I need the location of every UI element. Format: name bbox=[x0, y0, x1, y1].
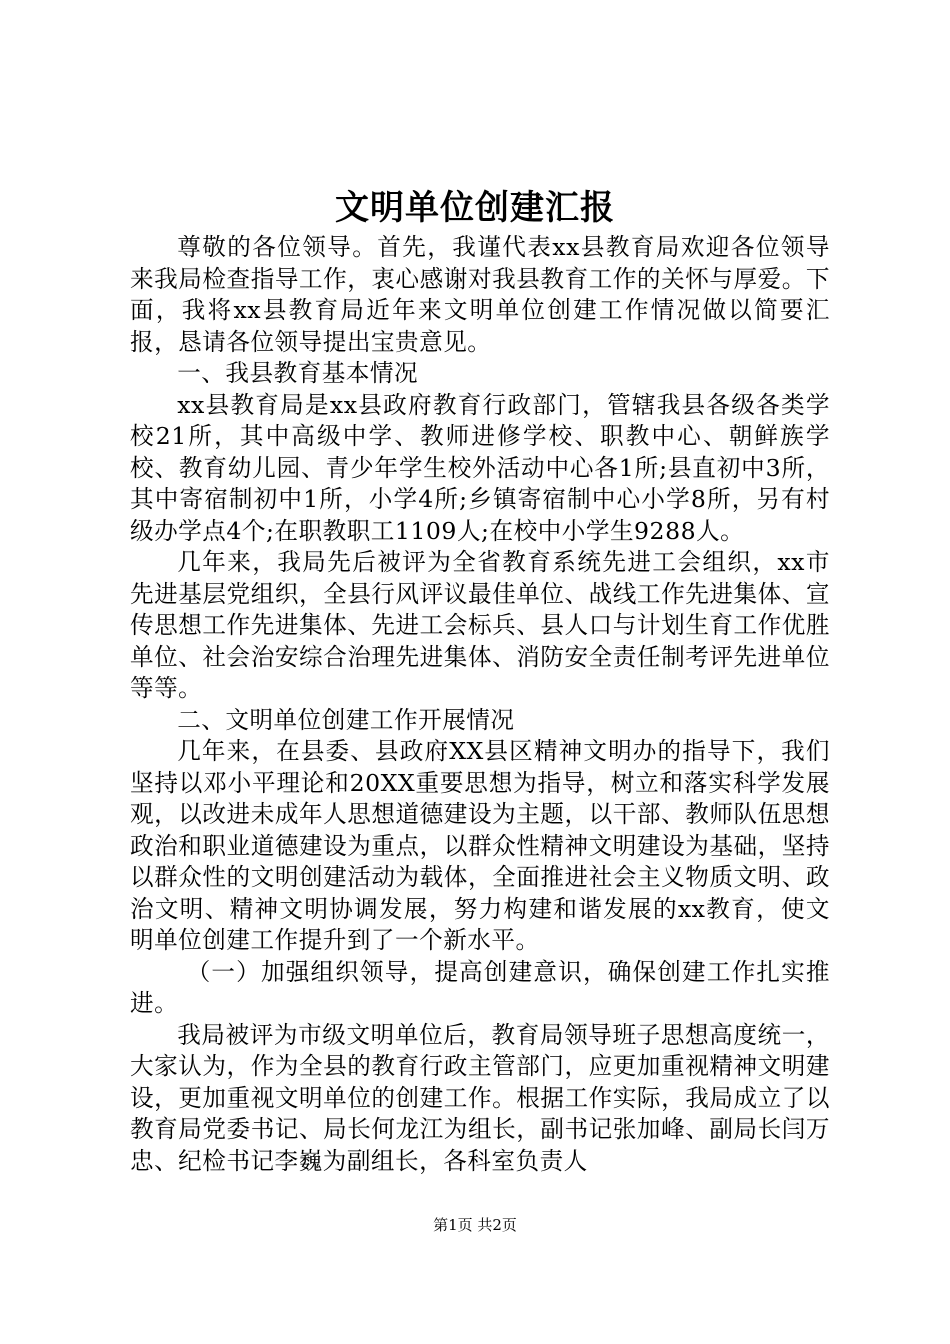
document-body bbox=[130, 232, 830, 1177]
paragraph-overview: 几年来，在县委、县政府XX县区精神文明办的指导下，我们坚持以邓小平理论和20XX重要思想为指导，树立和落实科学发展观，以改进未成年人思想道德建设为主题，以干部、教师队伍思想政治和职业道德建设为重点，以群众性精神文明建设为基础，坚持以群众性的文明创建活动为载体，全面推进社会主义物质文明、政治文明、精神文明协调发展，努力构建和谐发展的xx教育，使文明单位创建工作提升到了一个新水平。 bbox=[130, 737, 830, 954]
page-footer: 第1页 共2页 bbox=[433, 1216, 517, 1234]
heading-section-1: 一、我县教育基本情况 bbox=[177, 359, 419, 387]
paragraph-greeting: 尊敬的各位领导。首先，我谨代表xx县教育局欢迎各位领导来我局检查指导工作，衷心感谢对我县教育工作的关怀与厚爱。下面，我将xx县教育局近年来文明单位创建工作情况做以简要汇报，恳请各位领导提出宝贵意见。 bbox=[130, 233, 830, 356]
paragraph-honors: 几年来，我局先后被评为全省教育系统先进工会组织，xx市先进基层党组织，全县行风评议最佳单位、战线工作先进集体、宣传思想工作先进集体、先进工会标兵、县人口与计划生育工作优胜单位、社会治安综合治理先进集体、消防安全责任制考评先进单位等等。 bbox=[130, 548, 830, 702]
paragraph-basic-info: xx县教育局是xx县政府教育行政部门，管辖我县各级各类学校21所，其中高级中学、教师进修学校、职教中心、朝鲜族学校、教育幼儿园、青少年学生校外活动中心各1所;县直初中3所，其中寄宿制初中1所，小学4所;乡镇寄宿制中心小学8所，另有村级办学点4个;在职教职工1109人;在校中小学生9288人。 bbox=[130, 390, 830, 545]
heading-section-2: 二、文明单位创建工作开展情况 bbox=[177, 705, 515, 734]
paragraph-organization: 我局被评为市级文明单位后，教育局领导班子思想高度统一，大家认为，作为全县的教育行政主管部门，应更加重视精神文明建设，更加重视文明单位的创建工作。根据工作实际，我局成立了以教育局党委书记、局长何龙江为组长，副书记张加峰、副局长闫万忠、纪检书记李巍为副组长，各科室负责人 bbox=[130, 1020, 830, 1175]
document-title: 文明单位创建汇报 bbox=[335, 188, 615, 228]
heading-subsection-1: （一）加强组织领导，提高创建意识，确保创建工作扎实推进。 bbox=[130, 957, 830, 1017]
